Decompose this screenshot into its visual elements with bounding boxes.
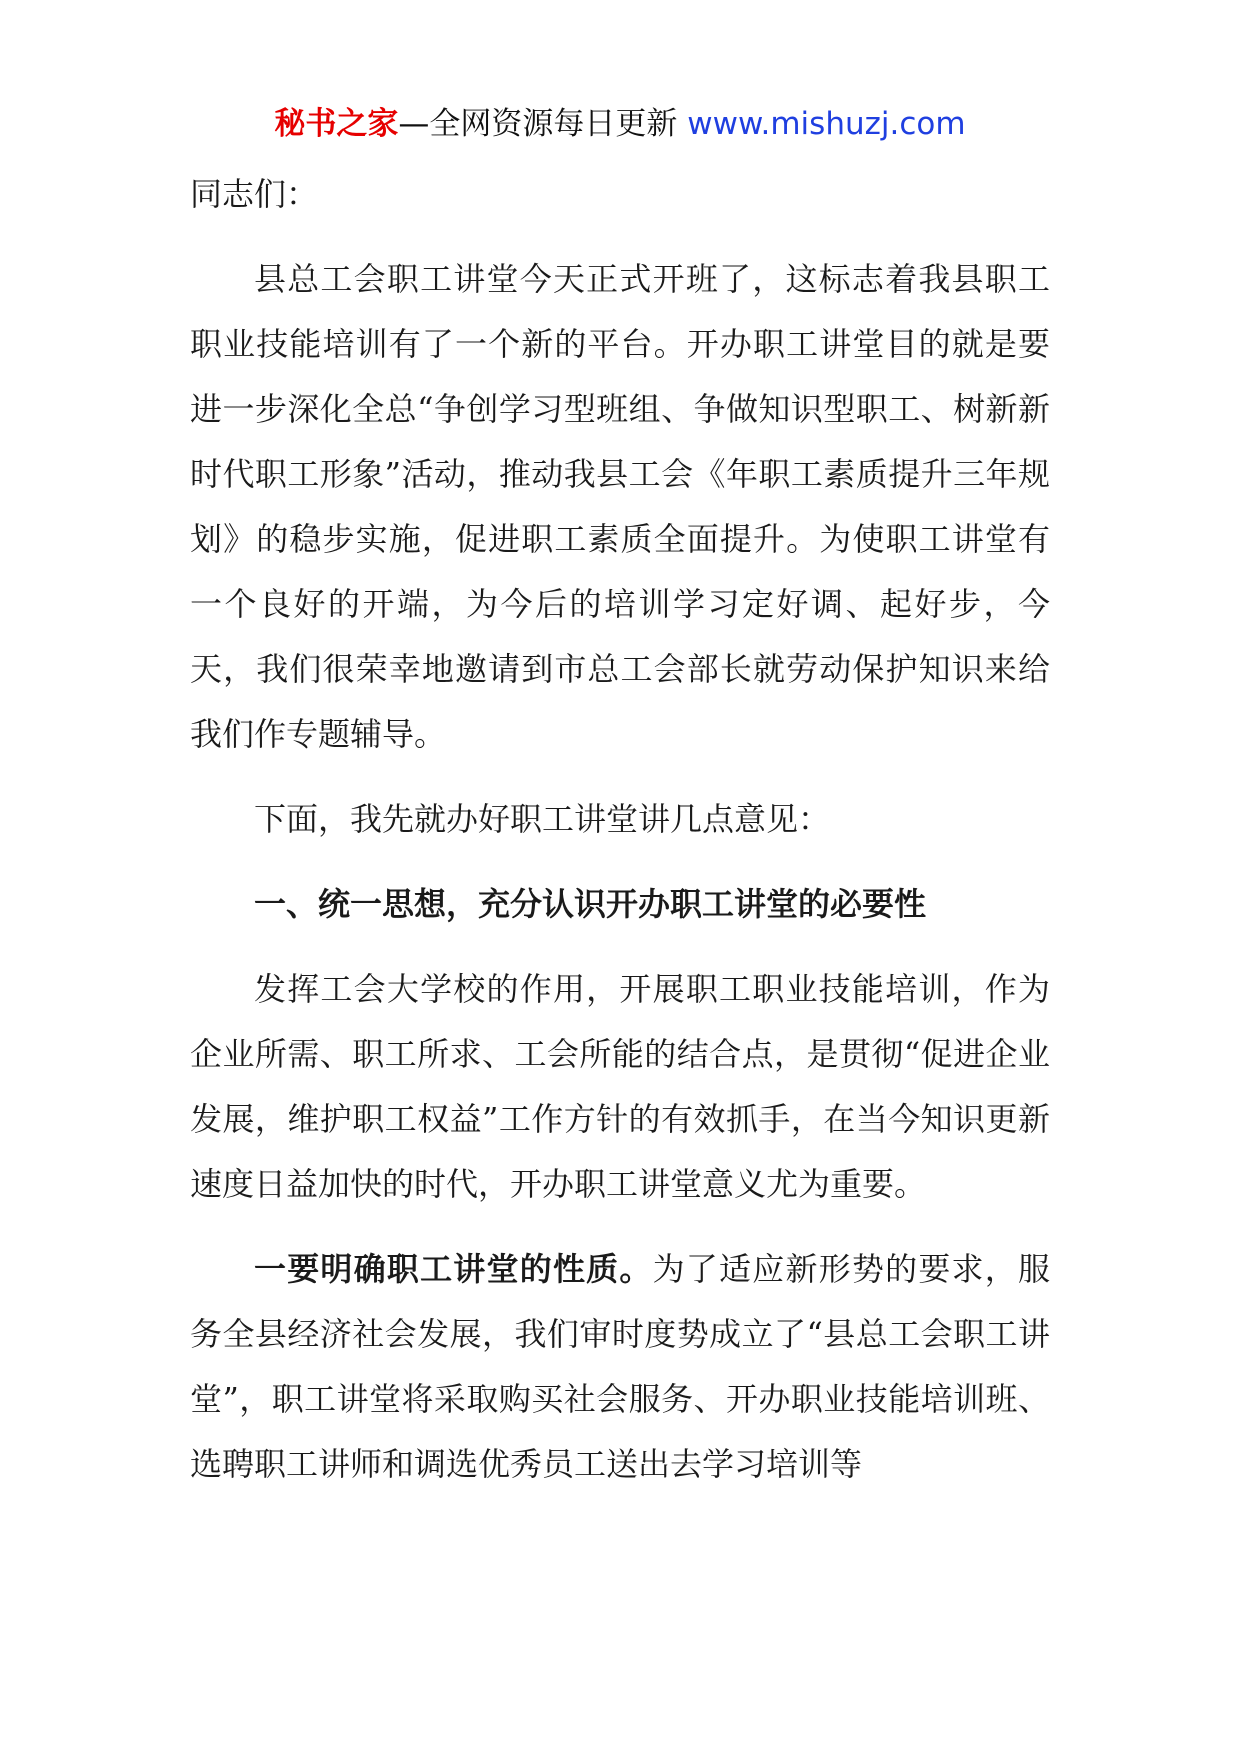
- paragraph-opening: 县总工会职工讲堂今天正式开班了，这标志着我县职工职业技能培训有了一个新的平台。开办职工讲堂目的就是要进一步深化全总“争创学习型班组、争做知识型职工、树新新时代职工形象”活动，推动我县工会《年职工素质提升三年规划》的稳步实施，促进职工素质全面提升。为使职工讲堂有一个良好的开端，为今后的培训学习定好调、起好步，今天，我们很荣幸地邀请到市总工会部长就劳动保护知识来给我们作专题辅导。: [190, 260, 1050, 753]
- paragraph-section-1: 发挥工会大学校的作用，开展职工职业技能培训，作为企业所需、职工所求、工会所能的结合点，是贯彻“促进企业发展，维护职工权益”工作方针的有效抓手，在当今知识更新速度日益加快的时代，开办职工讲堂意义尤为重要。: [190, 970, 1050, 1203]
- document-body: [190, 162, 1050, 1497]
- paragraph-nature-lead: 一要明确职工讲堂的性质。: [254, 1250, 653, 1288]
- salutation: 同志们：: [190, 175, 319, 213]
- section-heading-1: 一、统一思想，充分认识开办职工讲堂的必要性: [254, 885, 927, 923]
- header-brand: 秘书之家: [274, 106, 399, 142]
- header-tagline: —全网资源每日更新: [398, 106, 688, 142]
- paragraph-nature: [190, 1237, 1050, 1497]
- paragraph-intro-points: 下面，我先就办好职工讲堂讲几点意见：: [254, 800, 831, 838]
- paragraph-nature-body: 为了适应新形势的要求，服务全县经济社会发展，我们审时度势成立了“县总工会职工讲堂”，职工讲堂将采取购买社会服务、开办职业技能培训班、选聘职工讲师和调选优秀员工送出去学习培训等: [190, 1250, 1050, 1483]
- site-header: [0, 102, 1240, 146]
- header-url-link[interactable]: www.mishuzj.com: [687, 106, 966, 142]
